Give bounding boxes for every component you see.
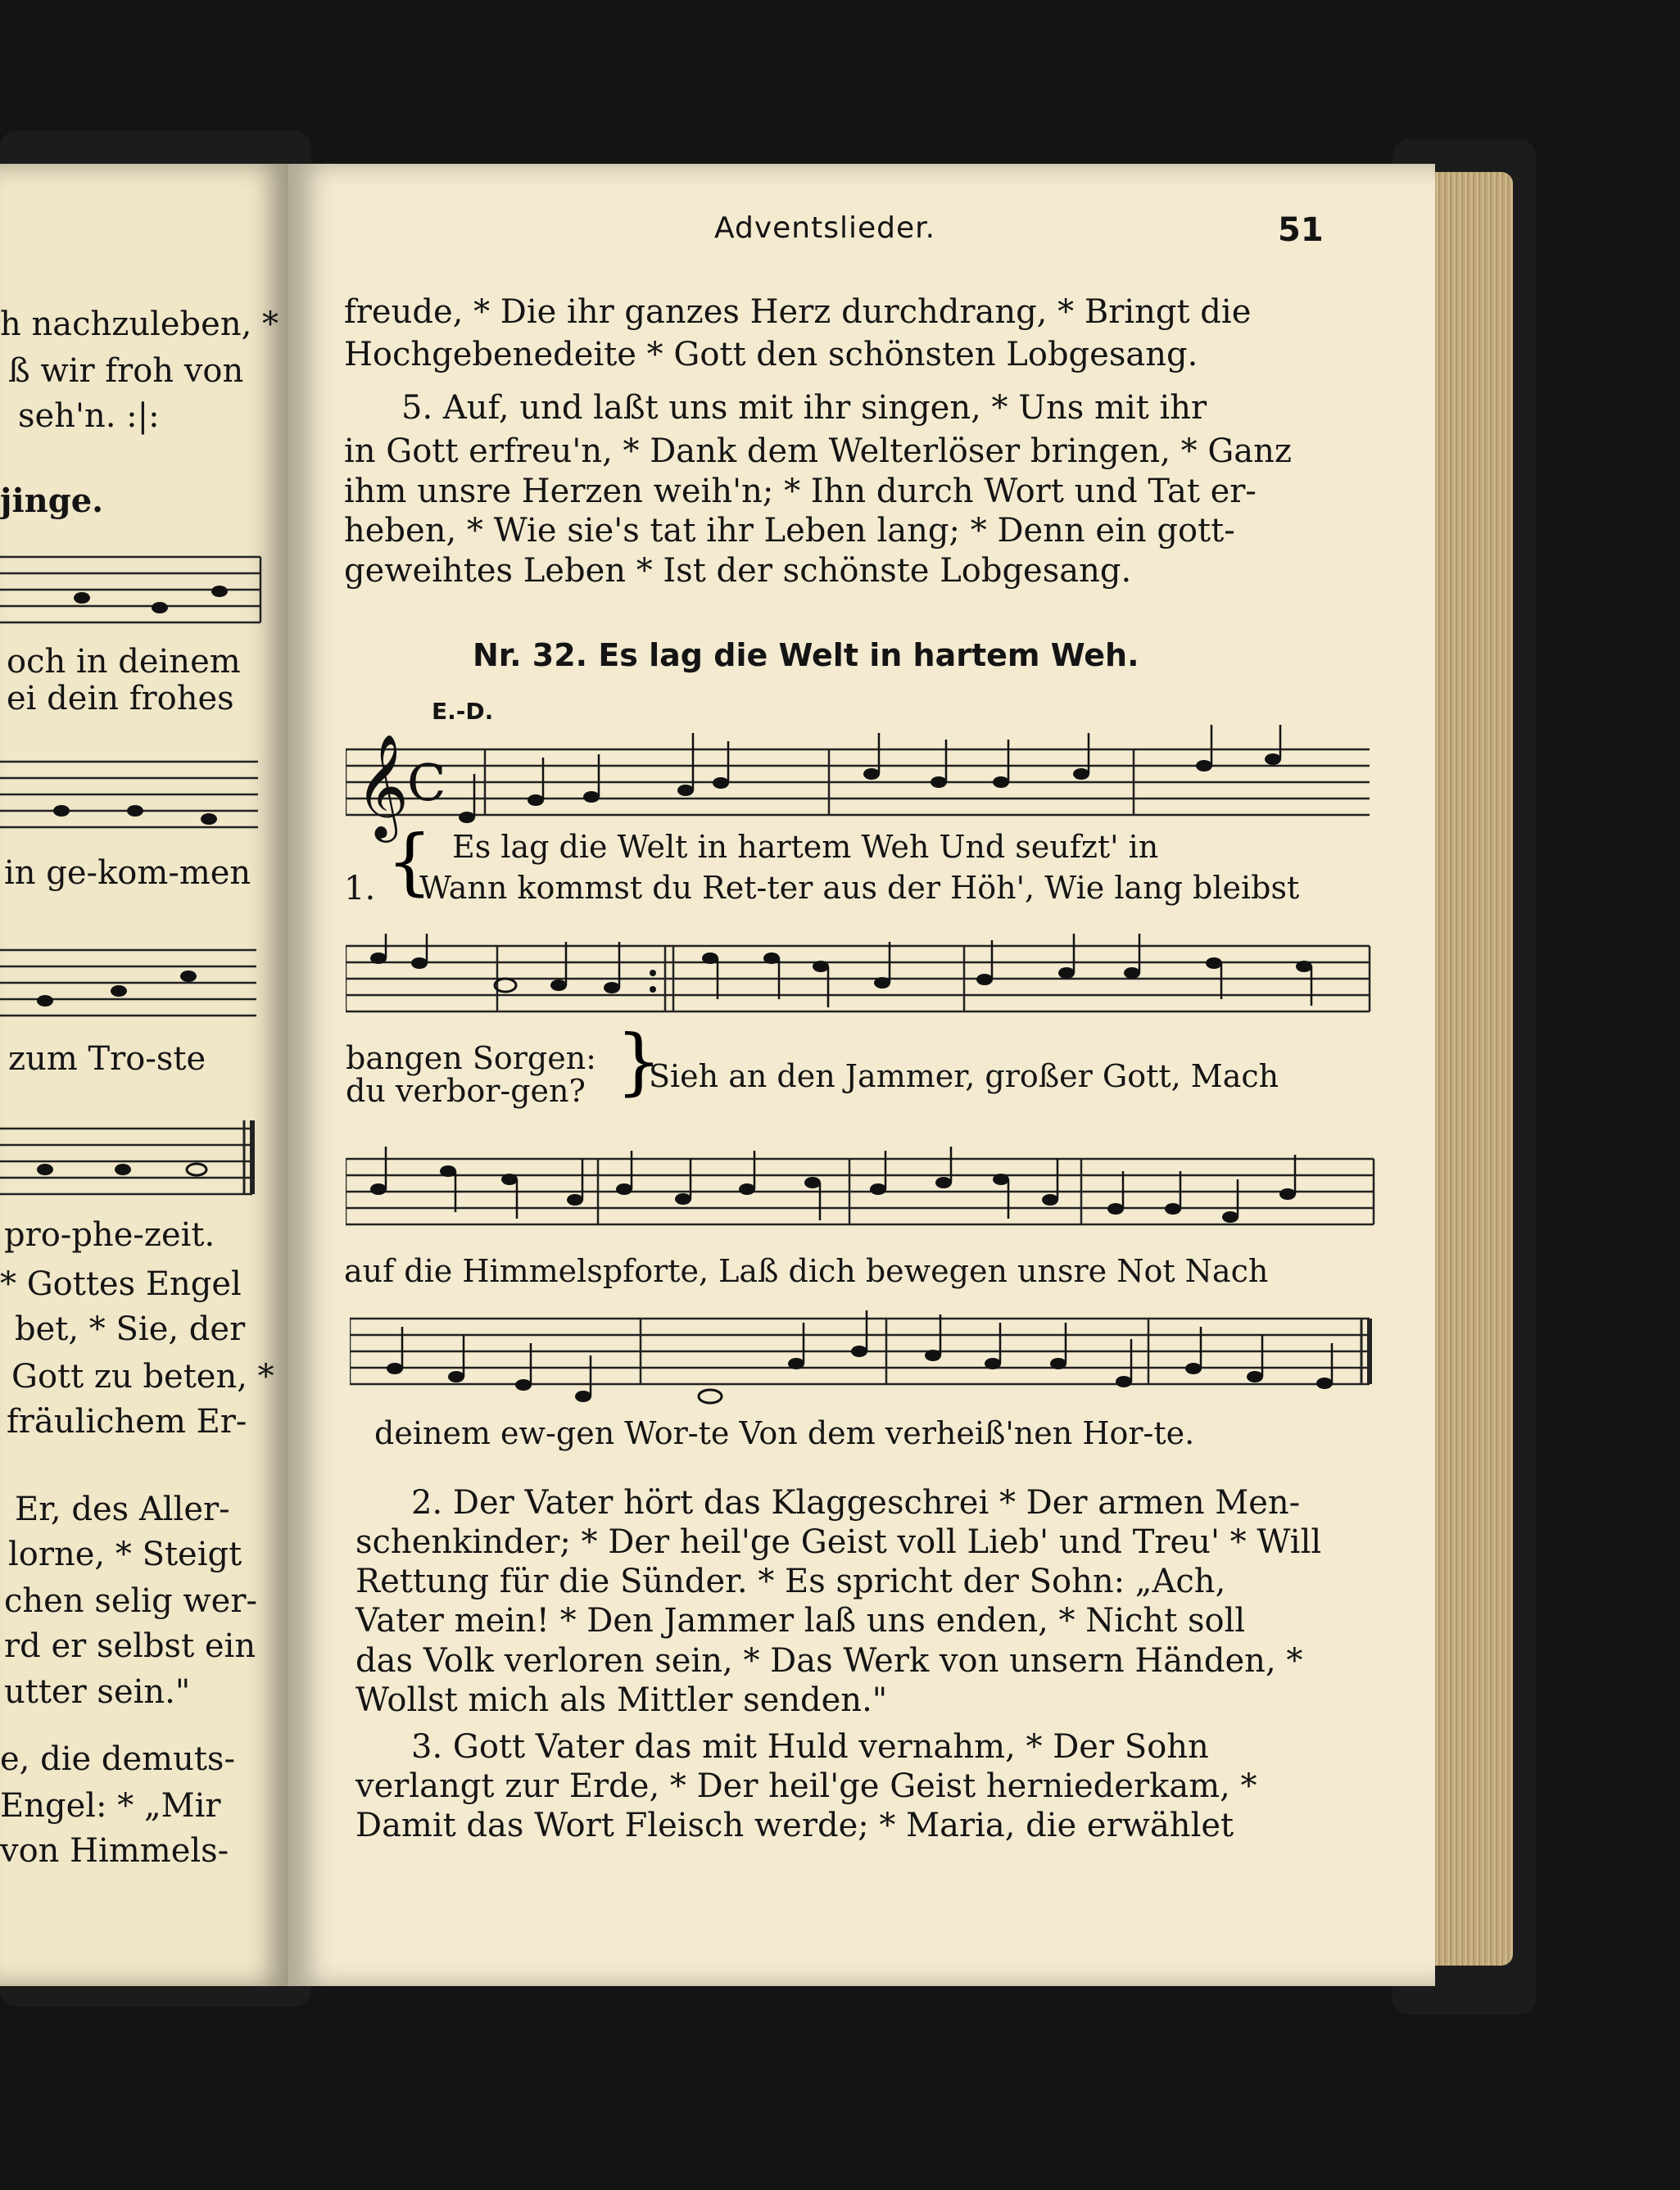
music-staff-2 [346, 934, 1378, 1040]
left-text-line: ß wir froh von [8, 352, 244, 390]
music-staff-3 [346, 1147, 1378, 1253]
verse5-line: heben, * Wie sie's tat ihr Leben lang; * Denn ein gott- [344, 512, 1235, 550]
verse2-line: 2. Der Vater hört das Klaggeschrei * Der armen Men- [411, 1484, 1301, 1522]
left-text-line: * Gottes Engel [0, 1265, 242, 1303]
verse2-line: Rettung für die Sünder. * Es spricht der Sohn: „Ach, [355, 1563, 1226, 1600]
notes [459, 753, 1281, 823]
song-title: Nr. 32. Es lag die Welt in hartem Weh. [473, 637, 1139, 673]
left-text-line: utter sein." [4, 1673, 191, 1711]
page-edges [1435, 172, 1513, 1966]
lyric-line: Sieh an den Jammer, großer Gott, Mach [649, 1058, 1279, 1094]
verse-brace: { [616, 1019, 662, 1103]
left-text-line: ei dein frohes [7, 680, 234, 717]
left-text-line: rd er selbst ein [4, 1627, 256, 1665]
verse5-line: ihm unsre Herzen weih'n; * Ihn durch Wort und Tat er- [344, 473, 1257, 510]
verse2-line: Vater mein! * Den Jammer laß uns enden, * Nicht soll [355, 1602, 1246, 1640]
left-text-line: och in deinem [7, 643, 241, 681]
left-text-line: jinge. [0, 482, 104, 520]
left-page [0, 164, 291, 1986]
left-text-line: Gott zu beten, * [11, 1358, 274, 1396]
left-text-line: von Himmels- [0, 1832, 229, 1870]
verse-intro-line: Hochgebenedeite * Gott den schönsten Lobgesang. [344, 336, 1198, 373]
verse2-line: das Volk verloren sein, * Das Werk von unsern Händen, * [355, 1642, 1303, 1680]
left-staff [0, 942, 270, 1024]
verse-brace: { [387, 819, 432, 903]
lyric-line: bangen Sorgen: [346, 1040, 596, 1076]
right-page [288, 164, 1435, 1986]
left-staff [0, 1120, 270, 1202]
left-text-line: e, die demuts- [0, 1740, 235, 1778]
verse5-line: geweihtes Leben * Ist der schönste Lobgesang. [344, 552, 1132, 590]
lyric-line: du verbor-gen? [346, 1073, 586, 1109]
lyric-line: auf die Himmelspforte, Laß dich bewegen unsre Not Nach [344, 1253, 1269, 1289]
left-text-line: bet, * Sie, der [15, 1310, 246, 1348]
verse3-line: 3. Gott Vater das mit Huld vernahm, * Der Sohn [411, 1728, 1209, 1766]
left-text-line: h nachzuleben, * [0, 305, 279, 343]
verse-intro-line: freude, * Die ihr ganzes Herz durchdrang, * Bringt die [344, 293, 1252, 331]
running-title: Adventslieder. [714, 211, 936, 245]
common-time: C [407, 753, 446, 812]
lyric-line: Wann kommst du Ret-ter aus der Höh', Wie lang bleibst [419, 870, 1300, 906]
verse2-line: schenkinder; * Der heil'ge Geist voll Lieb' und Treu' * Will [355, 1523, 1322, 1561]
page-number: 51 [1278, 211, 1324, 249]
lyric-line: Es lag die Welt in hartem Weh Und seufzt' in [452, 829, 1159, 865]
composer-label: E.-D. [432, 698, 494, 725]
verse5-line: 5. Auf, und laßt uns mit ihr singen, * Uns mit ihr [401, 389, 1207, 427]
verse2-line: Wollst mich als Mittler senden." [355, 1681, 888, 1719]
left-staff [0, 549, 270, 631]
left-text-line: in ge-kom-men [4, 854, 251, 892]
verse-number: 1. [344, 870, 376, 907]
left-text-line: fräulichem Er- [7, 1403, 247, 1441]
left-text-line: Engel: * „Mir [0, 1787, 221, 1825]
left-text-line: pro-phe-zeit. [4, 1216, 215, 1254]
left-text-line: seh'n. :|: [18, 397, 160, 435]
left-text-line: zum Tro-ste [8, 1040, 206, 1078]
verse3-line: Damit das Wort Fleisch werde; * Maria, die erwählet [355, 1807, 1234, 1844]
left-staff [0, 753, 270, 835]
left-text-line: Er, des Aller- [15, 1491, 230, 1528]
lyric-line: deinem ew-gen Wor-te Von dem verheiß'nen Hor-te. [374, 1415, 1195, 1451]
music-staff-4 [350, 1306, 1382, 1421]
verse5-line: in Gott erfreu'n, * Dank dem Welterlöser bringen, * Ganz [344, 432, 1292, 470]
verse3-line: verlangt zur Erde, * Der heil'ge Geist herniederkam, * [355, 1767, 1257, 1805]
treble-clef: 𝄞 [355, 733, 410, 838]
left-text-line: chen selig wer- [4, 1582, 257, 1620]
left-text-line: lorne, * Steigt [8, 1536, 242, 1573]
